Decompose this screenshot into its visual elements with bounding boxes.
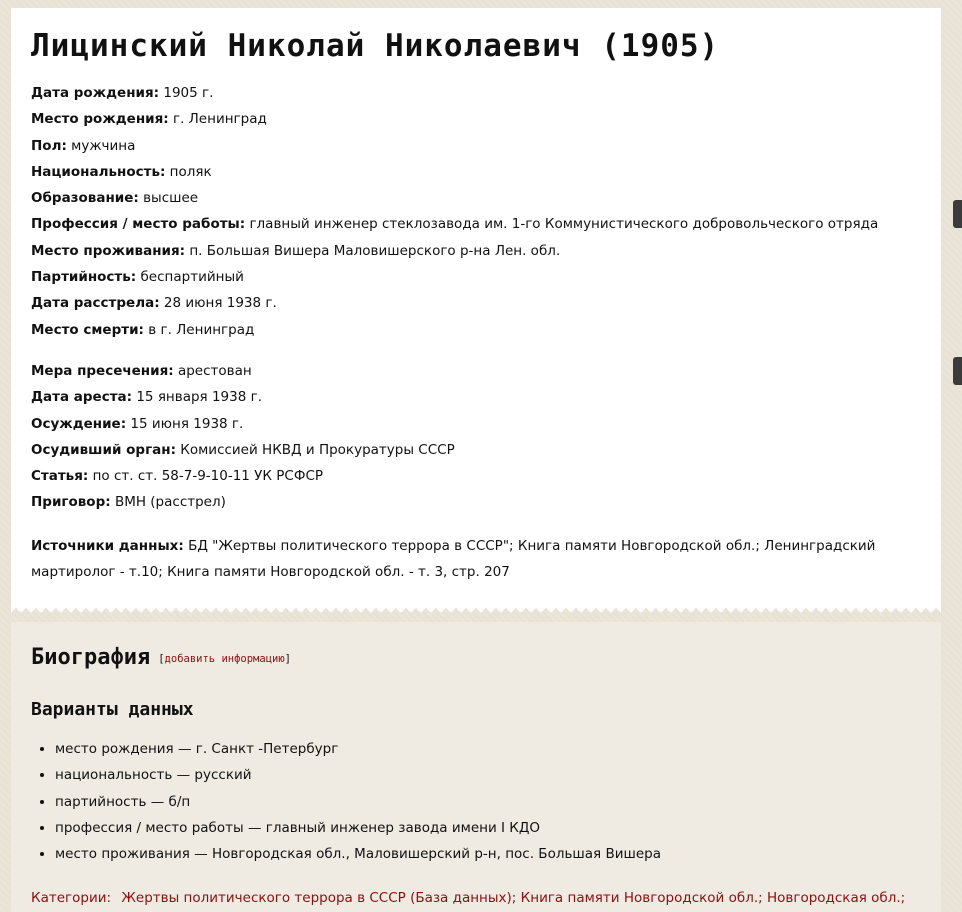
list-item: • место рождения — г. Санкт -Петербург — [55, 736, 661, 762]
field-sources: Источники данных: БД "Жертвы политического террора в СССР"; Книга памяти Новгородской обл.; Ленинградский мартиролог - т.10; Книга памяти Новгородской обл. - т. 3, стр. 207 — [31, 537, 876, 580]
list-item: • партийность — б/п — [55, 789, 661, 815]
categories: Категории: Жертвы политического террора в СССР (База данных); Книга памяти Новгородской обл.; Новгородская обл.; — [31, 890, 906, 906]
field-convicting-body: Осудивший орган: Комиссией НКВД и Прокуратуры СССР — [31, 441, 455, 458]
page-title: Лицинский Николай Николаевич (1905) — [31, 28, 720, 64]
list-item: • место проживания — Новгородская обл., Маловишерский р-н, пос. Большая Вишера — [55, 841, 661, 867]
field-party: Партийность: беспартийный — [31, 269, 244, 286]
field-sex: Пол: мужчина — [31, 137, 136, 154]
field-profession: Профессия / место работы: главный инженер стеклозавода им. 1-го Коммунистического добровольческого отряда — [31, 216, 879, 233]
field-gap — [31, 516, 931, 531]
field-death-place: Место смерти: в г. Ленинград — [31, 321, 255, 338]
field-education: Образование: высшее — [31, 190, 199, 207]
side-tab-button[interactable] — [953, 200, 962, 228]
field-conviction: Осуждение: 15 июня 1938 г. — [31, 415, 244, 432]
field-birth-date: Дата рождения: 1905 г. — [31, 85, 214, 101]
field-residence: Место проживания: п. Большая Вишера Маловишерского р-на Лен. обл. — [31, 242, 561, 259]
biography-title: Биография [добавить информацию] — [31, 645, 291, 670]
variants-list — [31, 736, 661, 867]
variants-title: Варианты данных — [31, 699, 194, 720]
field-article: Статья: по ст. ст. 58-7-9-10-11 УК РСФСР — [31, 468, 324, 485]
field-nationality: Национальность: поляк — [31, 163, 212, 180]
categories-label: Категории: — [31, 890, 112, 906]
field-sentence: Приговор: ВМН (расстрел) — [31, 494, 226, 511]
category-link[interactable]: Жертвы политического террора в СССР (База данных) — [121, 890, 512, 906]
field-gap — [31, 343, 931, 358]
add-info-bracket: [добавить информацию] — [158, 653, 291, 665]
card-zigzag-edge — [11, 603, 941, 613]
side-tab-button[interactable] — [953, 357, 962, 385]
category-link[interactable]: Книга памяти Новгородской обл. — [520, 890, 759, 906]
field-restraint: Мера пресечения: арестован — [31, 362, 252, 379]
add-info-link[interactable]: добавить информацию — [164, 653, 285, 665]
field-birth-place: Место рождения: г. Ленинград — [31, 111, 267, 128]
field-arrest-date: Дата ареста: 15 января 1938 г. — [31, 389, 263, 406]
category-link[interactable]: Новгородская обл. — [766, 890, 901, 906]
list-item: • национальность — русский — [55, 762, 661, 788]
field-execution-date: Дата расстрела: 28 июня 1938 г. — [31, 295, 277, 312]
list-item: • профессия / место работы — главный инженер завода имени I КДО — [55, 815, 661, 841]
person-fields — [31, 80, 931, 585]
